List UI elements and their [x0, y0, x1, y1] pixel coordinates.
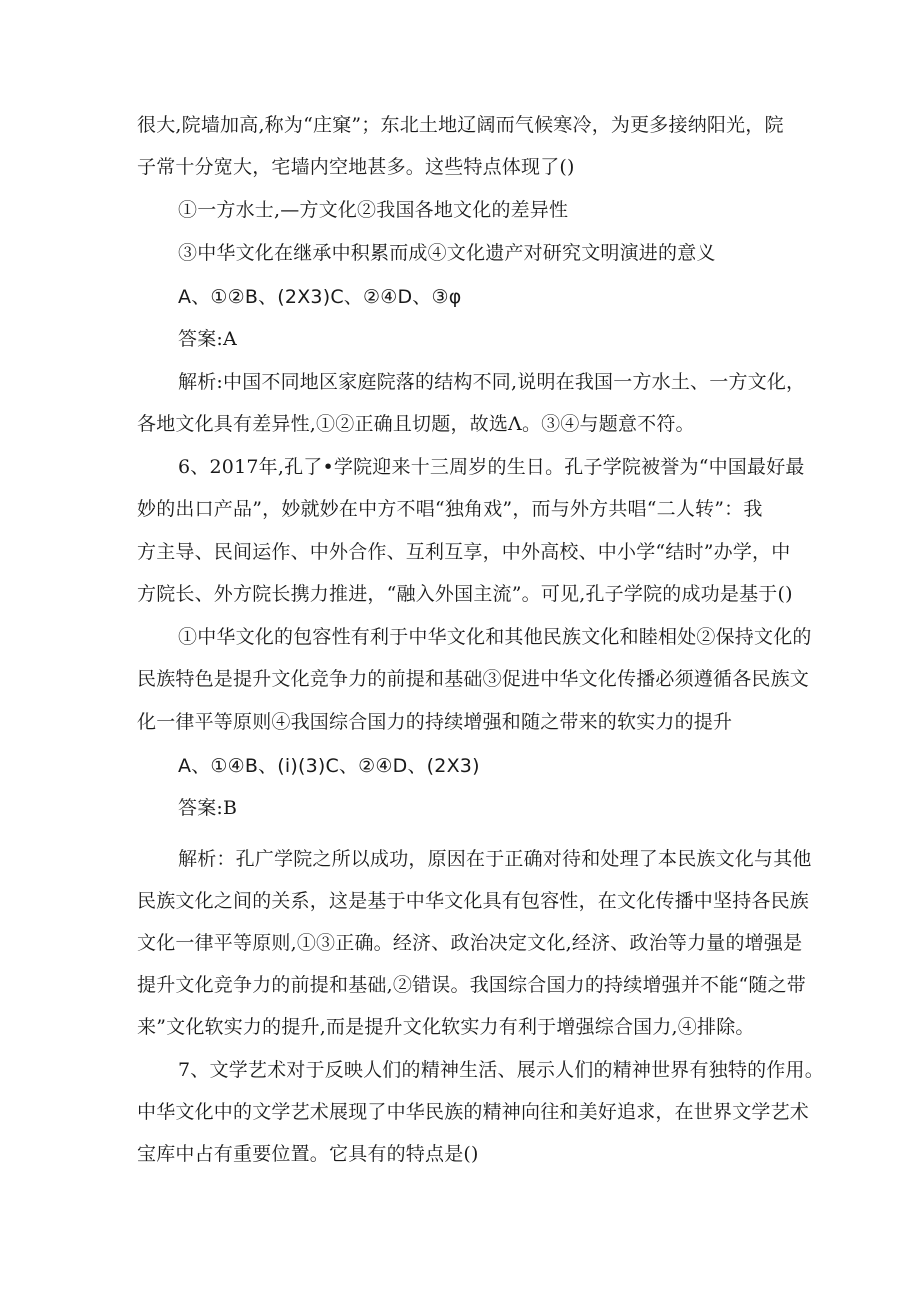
answer-options: A、①④B、(i)(3)C、②④D、(2X3) [178, 755, 480, 777]
statement-line: 化一律平等原则④我国综合国力的持续增强和随之带来的软实力的提升 [137, 711, 733, 733]
answer-key: 答案:B [178, 797, 238, 819]
explanation-line: 解析:中国不同地区家庭院落的结构不同,说明在我国一方水土、一方文化， [178, 371, 806, 393]
text-line: 很大,院墙加高,称为“庄窠”；东北土地辽阔而气候寒冷，为更多接纳阳光，院 [137, 114, 784, 136]
question-line: 方主导、民间运作、中外合作、互利互享，中外高校、中小学“结时”办学，中 [137, 541, 791, 563]
answer-key: 答案:A [178, 328, 237, 350]
question-line: 妙的出口产品”，妙就妙在中方不唱“独角戏”，而与外方共唱“二人转”：我 [137, 498, 763, 520]
question-line: 宝库中占有重要位置。它具有的特点是() [137, 1143, 479, 1165]
question-line: 中华文化中的文学艺术展现了中华民族的精神向往和美好追求，在世界文学艺术 [137, 1101, 810, 1123]
explanation-line: 各地文化具有差异性,①②正确且切题，故选Λ。③④与题意不符。 [137, 413, 695, 435]
text-line: 子常十分宽大，宅墙内空地甚多。这些特点体现了() [137, 156, 575, 178]
explanation-line: 解析：孔广学院之所以成功，原因在于正确对待和处理了本民族文化与其他 [178, 848, 812, 870]
explanation-line: 提升文化竞争力的前提和基础,②错误。我国综合国力的持续增强并不能“随之带 [137, 974, 806, 996]
answer-options: A、①②B、(2X3)C、②④D、③φ [178, 286, 462, 308]
text-line: ③中华文化在继承中积累而成④文化遗产对研究文明演进的意义 [178, 242, 716, 264]
explanation-line: 民族文化之间的关系，这是基于中华文化具有包容性，在文化传播中坚持各民族 [137, 890, 810, 912]
statement-line: 民族特色是提升文化竞争力的前提和基础③促进中华文化传播必须遵循各民族文 [137, 668, 810, 690]
question-line: 方院长、外方院长携力推进，“融入外国主流”。可见,孔子学院的成功是基于() [137, 583, 793, 605]
explanation-line: 文化一律平等原则,①③正确。经济、政治决定文化,经济、政治等力量的增强是 [137, 932, 803, 954]
text-line: ①一方水士,—方文化②我国各地文化的差异性 [178, 199, 569, 221]
statement-line: ①中华文化的包容性有利于中华文化和其他民族文化和睦相处②保持文化的 [178, 626, 812, 648]
question-line: 7、文学艺术对于反映人们的精神生活、展示人们的精神世界有独特的作用。 [178, 1059, 824, 1081]
explanation-line: 来”文化软实力的提升,而是提升文化软实力有利于增强综合国力,④排除。 [137, 1016, 755, 1038]
question-line: 6、2017年,孔了•学院迎来十三周岁的生日。孔子学院被誉为“中国最好最 [178, 456, 805, 478]
